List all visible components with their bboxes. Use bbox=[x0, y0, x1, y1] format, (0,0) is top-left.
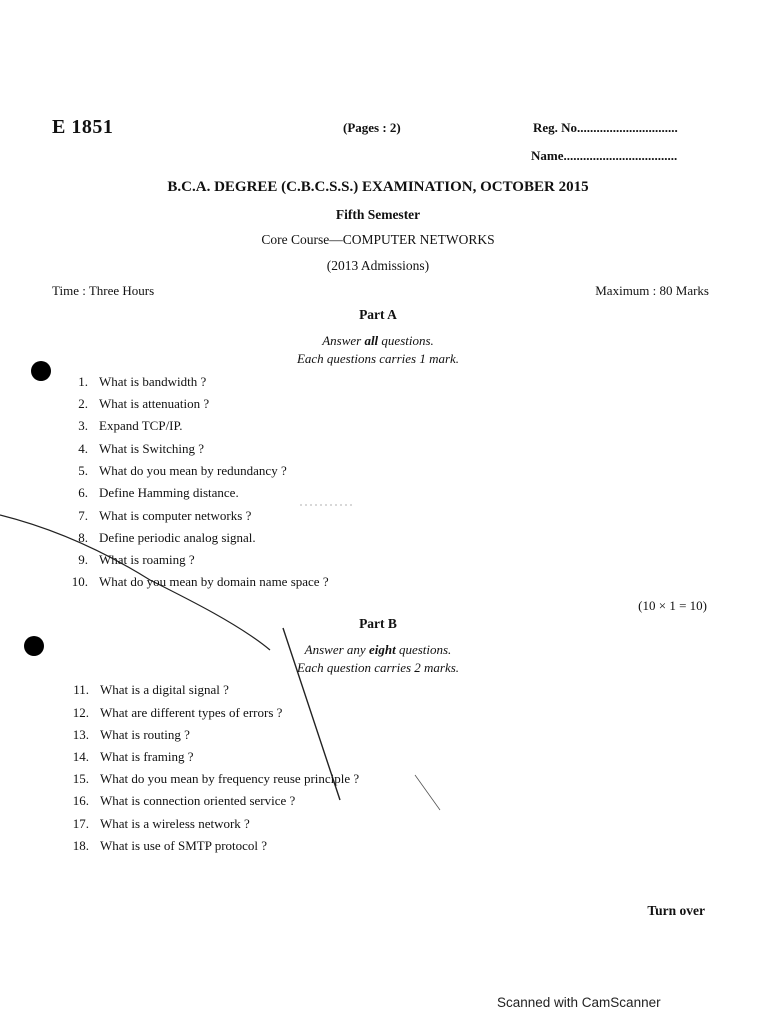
scanner-watermark: Scanned with CamScanner bbox=[497, 995, 661, 1010]
exam-page: E 1851 (Pages : 2) Reg. No............................... Name................................... B.C.A. DEGREE (C.B.C.S.S.) EXAMINATION, OCTOBER 2015 Fifth Semester Core Course—COMPUTER NETWORKS (2013 Admissions) Time : Three Hours Maximum : 80 Marks Part A Answer all questions. Each questions carries 1 mark. 1. What is bandwidth ? 2. What is attenuation ? 3. Expand TCP/IP. 4. What is Switching ? 5. What do you mean by redundancy ? 6. Define Hamming distance. 7. What is computer networks ? 8. Define periodic analog signal. 9. What is roaming ? 10. What do you mean by domain name space ? (10 × 1 = 10) Part B Answer any eight questions. Each question carries 2 marks. 11. What is a digital signal ? 12. What are different types of errors ? 13. What is routing ? 14. What is framing ? 15. What do you mean by frequency reuse principle ? 16. What is connection oriented service ? 17. What is a wireless network ? 18. What is use of SMTP protocol ? Turn over Scanned with CamScanner bbox=[0, 0, 768, 1024]
semester: Fifth Semester bbox=[335, 207, 421, 222]
paper-code: E 1851 bbox=[52, 116, 114, 138]
course-name: Core Course—COMPUTER NETWORKS bbox=[261, 232, 495, 247]
maximum-marks: Maximum : 80 Marks bbox=[595, 283, 709, 298]
admissions-year: (2013 Admissions) bbox=[326, 258, 430, 273]
page-count: (Pages : 2) bbox=[343, 120, 401, 135]
name-field: Name................................... bbox=[531, 148, 678, 163]
turn-over-note: Turn over bbox=[647, 903, 705, 918]
exam-title: B.C.A. DEGREE (C.B.C.S.S.) EXAMINATION, OCTOBER 2015 bbox=[167, 179, 589, 195]
part-a-marks-total: (10 × 1 = 10) bbox=[638, 598, 707, 613]
part-a-heading: Part A bbox=[359, 307, 397, 322]
part-b-marks-instruction: Each question carries 2 marks. bbox=[296, 660, 460, 675]
reg-no-field: Reg. No............................... bbox=[533, 120, 678, 135]
part-a-marks-instruction: Each questions carries 1 mark. bbox=[296, 351, 460, 366]
exam-duration: Time : Three Hours bbox=[52, 283, 155, 298]
part-a-instruction: Answer all questions. bbox=[322, 333, 434, 348]
part-b-heading: Part B bbox=[359, 616, 397, 631]
part-b-instruction: Answer any eight questions. bbox=[304, 642, 452, 657]
